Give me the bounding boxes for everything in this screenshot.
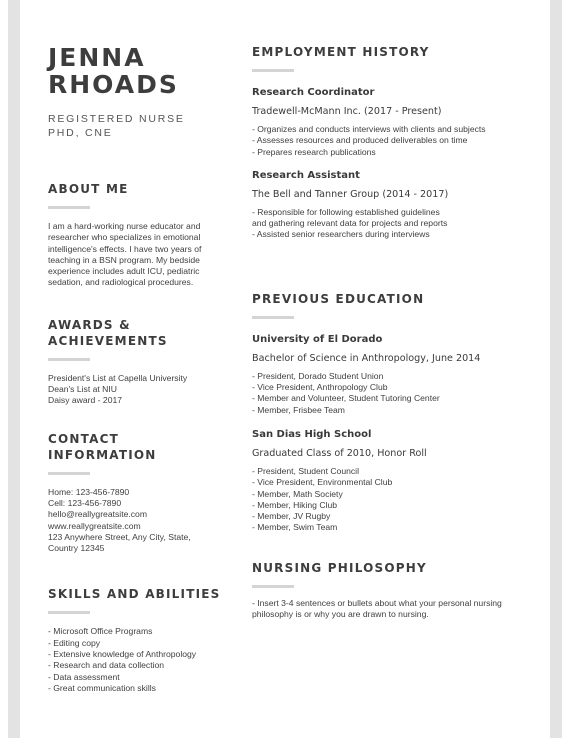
list-item: - Data assessment [48, 671, 120, 682]
philosophy-line: philosophy is or why you are drawn to nursing. [252, 609, 429, 620]
list-item: - Great communication skills [48, 682, 156, 693]
awards-heading-line1: AWARDS & [48, 317, 131, 332]
job-company: Tradewell-McMann Inc. (2017 - Present) [252, 106, 442, 117]
contact-list [48, 487, 228, 555]
list-item: - Research and data collection [48, 660, 165, 671]
school-degree: Bachelor of Science in Anthropology, June 2014 [252, 352, 481, 364]
list-item: - Assesses resources and produced deliverables on time [252, 135, 468, 146]
list-item: - Vice President, Anthropology Club [252, 382, 388, 393]
school-name: University of El Dorado [252, 333, 383, 345]
right-border-bar [550, 0, 562, 738]
right-column [252, 44, 542, 620]
job-entry [252, 86, 542, 158]
about-heading: ABOUT ME [48, 182, 129, 196]
employment-heading: EMPLOYMENT HISTORY [252, 45, 430, 59]
role-title: REGISTERED NURSE [48, 113, 185, 125]
awards-list [48, 373, 228, 407]
job-bullets [252, 124, 542, 158]
role-block [48, 112, 228, 140]
education-heading: PREVIOUS EDUCATION [252, 291, 425, 306]
job-title: Research Coordinator [252, 87, 375, 98]
list-item: and gathering relevant data for projects and reports [252, 218, 448, 229]
list-item: - Microsoft Office Programs [48, 626, 153, 637]
contact-section [48, 431, 228, 555]
list-item: - Vice President, Environmental Club [252, 477, 393, 488]
email-link[interactable]: hello@reallygreatsite.com [48, 509, 148, 520]
list-item: - Editing copy [48, 637, 101, 648]
list-item: President's List at Capella University [48, 372, 188, 383]
cell-phone: Cell: 123-456-7890 [48, 497, 122, 508]
skills-list [48, 626, 228, 694]
list-item: - Member, Swim Team [252, 522, 338, 533]
job-bullets [252, 207, 542, 241]
skills-section [48, 586, 228, 694]
list-item: - Member, Hiking Club [252, 499, 338, 510]
first-name: JENNA [48, 43, 146, 72]
school-bullets [252, 371, 542, 416]
section-rule [252, 316, 294, 319]
school-entry [252, 333, 542, 416]
section-rule [252, 585, 294, 588]
section-rule [48, 472, 90, 475]
job-title: Research Assistant [252, 169, 360, 181]
role-credentials: PHD, CNE [48, 127, 113, 139]
contact-heading: CONTACT INFORMATION [48, 431, 157, 462]
list-item: - Extensive knowledge of Anthropology [48, 649, 197, 660]
about-section [48, 181, 228, 289]
school-entry [252, 428, 542, 534]
school-name: San Dias High School [252, 428, 372, 440]
education-section [252, 291, 542, 534]
philosophy-section [252, 560, 542, 621]
job-company: The Bell and Tanner Group (2014 - 2017) [252, 188, 449, 200]
website-link[interactable]: www.reallygreatsite.com [48, 520, 141, 531]
list-item: - Prepares research publications [252, 146, 376, 157]
list-item: Daisy award - 2017 [48, 395, 123, 406]
section-rule [252, 69, 294, 72]
employment-section [252, 44, 542, 241]
section-rule [48, 206, 90, 209]
left-column [48, 44, 228, 694]
home-phone: Home: 123-456-7890 [48, 486, 130, 497]
awards-heading-line2: ACHIEVEMENTS [48, 333, 168, 348]
list-item: - Member and Volunteer, Student Tutoring Center [252, 393, 440, 404]
list-item: - President, Student Council [252, 465, 360, 476]
section-rule [48, 358, 90, 361]
list-item: - Member, Frisbee Team [252, 404, 345, 415]
address-line-1: 123 Anywhere Street, Any City, State, [48, 531, 191, 542]
list-item: - Responsible for following established guidelines [252, 206, 440, 217]
address-line-2: Country 12345 [48, 543, 105, 554]
list-item: Dean's List at NIU [48, 384, 117, 395]
awards-section [48, 317, 228, 407]
philosophy-text [252, 598, 542, 621]
school-bullets [252, 466, 542, 534]
list-item: - Assisted senior researchers during interviews [252, 229, 430, 240]
last-name: RHOADS [48, 70, 179, 99]
list-item: - Member, Math Society [252, 488, 343, 499]
section-rule [48, 611, 90, 614]
philosophy-line: - Insert 3-4 sentences or bullets about what your personal nursing [252, 597, 502, 608]
name-block [48, 44, 228, 98]
skills-heading: SKILLS AND ABILITIES [48, 587, 221, 602]
job-entry [252, 169, 542, 241]
about-text: I am a hard-working nurse educator and researcher who specializes in emotional intelligence's effects. I have two years of teaching in a BSN program. My bedside experience includes adult ICU, pediatric sedation, and radiological procedures. [48, 221, 202, 288]
list-item: - Member, JV Rugby [252, 511, 331, 522]
left-border-bar [8, 0, 20, 738]
list-item: - Organizes and conducts interviews with clients and subjects [252, 124, 486, 134]
school-degree: Graduated Class of 2010, Honor Roll [252, 447, 427, 459]
list-item: - President, Dorado Student Union [252, 370, 384, 381]
philosophy-heading: NURSING PHILOSOPHY [252, 560, 427, 575]
